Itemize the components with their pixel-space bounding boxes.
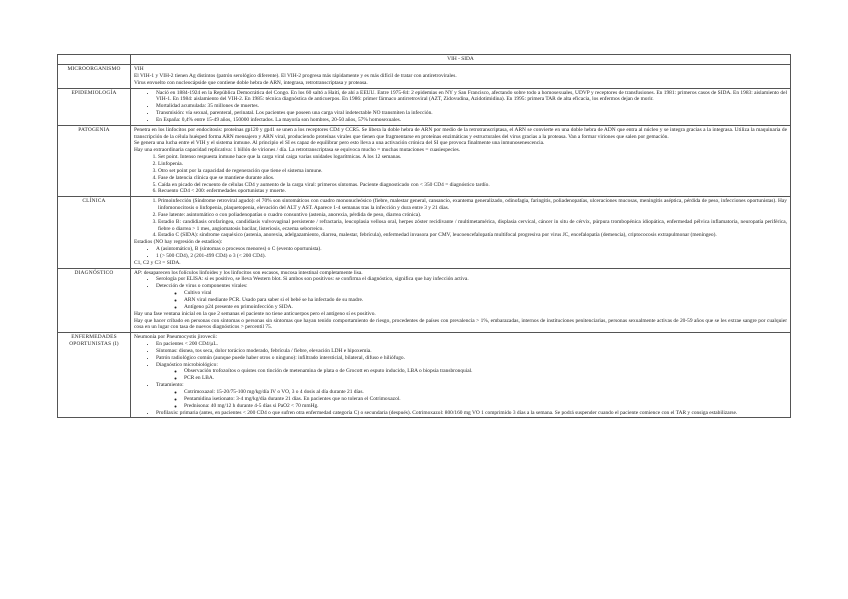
document-table [57,54,791,418]
diagnostico-content [131,268,791,333]
row-label-oportunistas: ENFERMEDADES OPORTUNISTAS (I) [58,333,131,418]
table-header-row [58,55,791,65]
text-line: Hay que hacer cribado en personas con síntomas o personas sin síntomas que hayan tenido comportamiento de riesgo, procedentes de países con prevalencia > 1%, embarazadas, internos de instituciones penitenciarias, personas sexualmente activas de 20-59 años que se les extrae sangre por cualquier cosa en un lugar con tasa de nuevos diagnósticos > percentil 75. [134,317,787,331]
bullet-list [134,276,787,310]
numbered-list [134,198,787,239]
bullet-list [134,341,787,416]
list-item-text: Tratamiento: [156,382,184,389]
list-item: 2. Linfopenia. [158,161,787,168]
text-line: Penetra en los linfocitos por endocitosis: proteínas gp120 y gp41 se unen a los receptores CD4 y CCR5. Se libera la doble hebra de ARN por medio de la retrotranscriptasa, el ARN se convierte en una doble hebra de ADN que entra al núcleo y se integra gracias a la integrasa. Utiliza la maquinaria de transcripción de la célula huésped forma ARN mensajero y ARN viral, produciendo proteínas virales que tienen que fragmentarse en proteínas enzimáticas y estructurales del virus gracias a la proteasa. Van a formar viriones que salen por gemación. [134,126,787,140]
text-line: Estadios (NO hay regresión de estadios): [134,239,223,246]
sub-bullet-list [156,389,787,410]
text-line: El VIH-1 y VIH-2 tienen Ag distintos (patrón serológico diferente). El VIH-2 progresa más rápidamente y es más difícil de tratar con antiretrovirales. [134,72,457,79]
list-item: • Profilaxis: primaria (antes, en pacientes < 200 CD4 o que sufren otra enfermedad categoría C) o secundaria (después). Cotrimoxazol: 800/160 mg VO 1 comprimido 3 días a la semana. Se podrá suspender cuando el paciente comience con el TAR y consiga estabilizarse. [156,410,787,417]
list-item-text: Diagnóstico microbiológico: [156,361,218,368]
list-item: 1. Set point. Intenso respuesta inmune hace que la carga viral caiga varias unidades logarítmicas. A los 12 semanas. [158,154,787,161]
text-line: C1, C2 y C3 = SIDA. [134,259,181,266]
bullet-list [134,246,787,260]
table-row-clinica [58,197,791,268]
row-label-patogenia: PATOGENIA [58,125,131,196]
list-item: ◦ Pentamidina isetionato: 3-4 mg/kg/día durante 21 días. En pacientes que no toleran el Cotrimoxazol. [184,396,787,403]
list-item-text: Detección de virus o componentes virales: [156,283,248,290]
list-item: • A (asintomático), B (síntomas o procesos menores) o C (evento oportunista). [156,246,787,253]
text-line: AP: desaparecen los folículos linfoides y los linfocitos son escasos, mucosa intestinal completamente lisa. [134,269,363,276]
list-item [156,382,787,409]
table-row-diagnostico [58,268,791,333]
section-heading: Neumonía por Pneumocystis jirovecii: [134,334,218,341]
patogenia-content [131,125,791,196]
row-label-epidemiologia: EPIDEMIOLOGÍA [58,88,131,125]
list-item: ◦ Prednisona: 40 mg/12 h durante 4-5 días si PaO2 < 70 mmHg. [184,403,787,410]
list-item: 3. Otro set point por la capacidad de regeneración que tiene el sistema inmune. [158,168,787,175]
header-empty-cell [58,55,131,65]
oportunistas-content [131,333,791,418]
table-row-oportunistas [58,333,791,418]
text-line: Virus envuelto con nucleocápside que contiene doble hebra de ARN, integrasa, retrotranscriptasa y proteasa. [134,79,368,86]
list-item: 3. Estadio B: candidiasis orofaríngea, candidiasis vulvovaginal persistente / refractaria, leucoplasia vellosa oral, herpes zóster recidivante / multimetamérica, displasia cervical, cáncer in situ de cérvix, púrpura trombopénica idiopática, enfermedad pélvica inflamatoria, neuropatía periférica, fiebre o diarrea > 1 mes, angiomatosis bacilar, listeriosis, eczema seborreico. [158,219,787,233]
list-item: • Síntomas: disnea, tos seca, dolor torácico moderado, febrícula / fiebre, elevación LDH e hipoxemia. [156,348,787,355]
list-item: 5. Caída en picado del recuento de células CD4 y aumento de la carga viral: primeros síntomas. Paciente diagnosticado con < 350 CD4 = diagnóstico tardío. [158,182,787,189]
list-item [156,362,787,383]
list-item: ◦ Cultivo viral [184,290,787,297]
list-item: • En España: 0,4% entre 15-49 años, 150000 infectados. La mayoría son hombres, 20-50 años, 57% homosexuales. [156,117,787,124]
list-item: ◦ PCR en LBA. [184,375,787,382]
row-label-microorganismo: MICROORGANISMO [58,65,131,89]
text-line: VIH [134,66,144,72]
list-item: • Transmisión: vía sexual, parenteral, perinatal. Los pacientes que poseen una carga viral indetectable NO transmiten la infección. [156,110,787,117]
list-item: ◦ Observación trofozoítos o quistes con tinción de metenamina de plata o de Grocott en esputo inducido, LBA o biopsia transbronquial. [184,368,787,375]
list-item: ◦ Cotrimoxazol: 15-20/75-100 mg/kg/día IV o VO, 3 o 4 dosis al día durante 21 días. [184,389,787,396]
row-label-diagnostico: DIAGNÓSTICO [58,268,131,333]
list-item: ◦ Antígeno p24 presente en primoinfección y SIDA. [184,304,787,311]
list-item: 1. Primoinfección (Síndrome retroviral agudo): el 70% son sintomáticos con cuadro mononucleósico (fiebre, malestar general, cansancio, exantema generalizado, odinofagia, faringitis, poliadenopatías, ulceraciones mucosas, meningitis aséptica, pérdida de peso, infecciones oportunistas). Hay linfomonocitosis o linfopenia, plaquetopenia, elevación del ALT y AST. Aparece 1-4 semanas tras la infección y dura entre 3 y 21 días. [158,198,787,212]
row-label-clinica: CLÍNICA [58,197,131,268]
bullet-list [134,90,787,124]
list-item: ◦ ARN viral mediante PCR. Usado para saber si el bebé se ha infectado de su madre. [184,297,787,304]
list-item [156,283,787,310]
numbered-list [134,154,787,195]
sub-bullet-list [156,290,787,311]
text-line: Se genera una lucha entre el VIH y el sistema inmune. Al principio el SI es capaz de equilibrar pero esto lleva a una activación crónica del SI que provoca finalmente una inmunosenescencia. [134,140,545,147]
text-line: Hay una fase ventana inicial en la que 2 semanas el paciente no tiene anticuerpos pero el antígeno sí es positivo. [134,310,376,317]
table-row-patogenia [58,125,791,196]
list-item: 6. Recuento CD4 < 200: enfermedades oportunistas y muerte. [158,188,787,195]
clinica-content [131,197,791,268]
list-item: • Mortalidad acumulada: 35 millones de muertes. [156,103,787,110]
microorganismo-content [131,65,791,89]
document-title: VIH - SIDA [131,55,791,65]
table-row-epidemiologia [58,88,791,125]
list-item: • En pacientes < 200 CD4/µL. [156,341,787,348]
list-item: 4. Estadio C (SIDA): síndrome caquéxico (astenia, anorexia, adelgazamiento, diarrea, malestar, febrícula), enfermedad invasora por CMV, leucoencefalopatía multifocal progresiva por virus JC, encefalopatía (demencia), criptococosis extrapulmonar (meníngeo). [158,232,787,239]
list-item: • 1 (> 500 CD4), 2 (201-499 CD4) o 3 (< 200 CD4). [156,253,787,260]
list-item: • Nació en 1884-1924 en la República Democrática del Congo. En los 60 saltó a Haití, de ahí a EEUU. Entre 1975-84: 2 epidemias en NY y San Francisco, afectando sobre todo a homosexuales, UDVP y receptores de transfusiones. En 1981: primeros casos de SIDA. En 1983: aislamiento del VIH-1. En 1984: aislamiento del VIH-2. En 1985: técnica diagnóstica de anticuerpos. En 1986: primer fármaco antirretroviral (AZT, Zidovudina, Azidotimidina). En 1995: primera TAR de alta eficacia, los enfermos dejan de morir. [156,90,787,104]
table-row-microorganismo [58,65,791,89]
text-line: Hay una extraordinaria capacidad replicativa: 1 billón de viriones / día. La retrotranscriptasa se equivoca mucho = muchas mutaciones = cuasiespecies. [134,147,461,154]
list-item: • Patrón radiológico común (aunque puede haber otros o ninguno): infiltrado intersticial, bilateral, difuso e hiliófugo. [156,355,787,362]
list-item: 2. Fase latente: asintomático o con poliadenopatías o cuadro consuntivo (astenia, anorexia, pérdida de peso, diarrea crónica). [158,212,787,219]
list-item: • Serología por ELISA: si es positivo, se lleva Western blot. Si ambos son positivos: se confirma el diagnóstico, significa que hay infección activa. [156,276,787,283]
sub-bullet-list [156,368,787,382]
epidemiologia-content [131,88,791,125]
list-item: 4. Fase de latencia clínica que se mantiene durante años. [158,175,787,182]
